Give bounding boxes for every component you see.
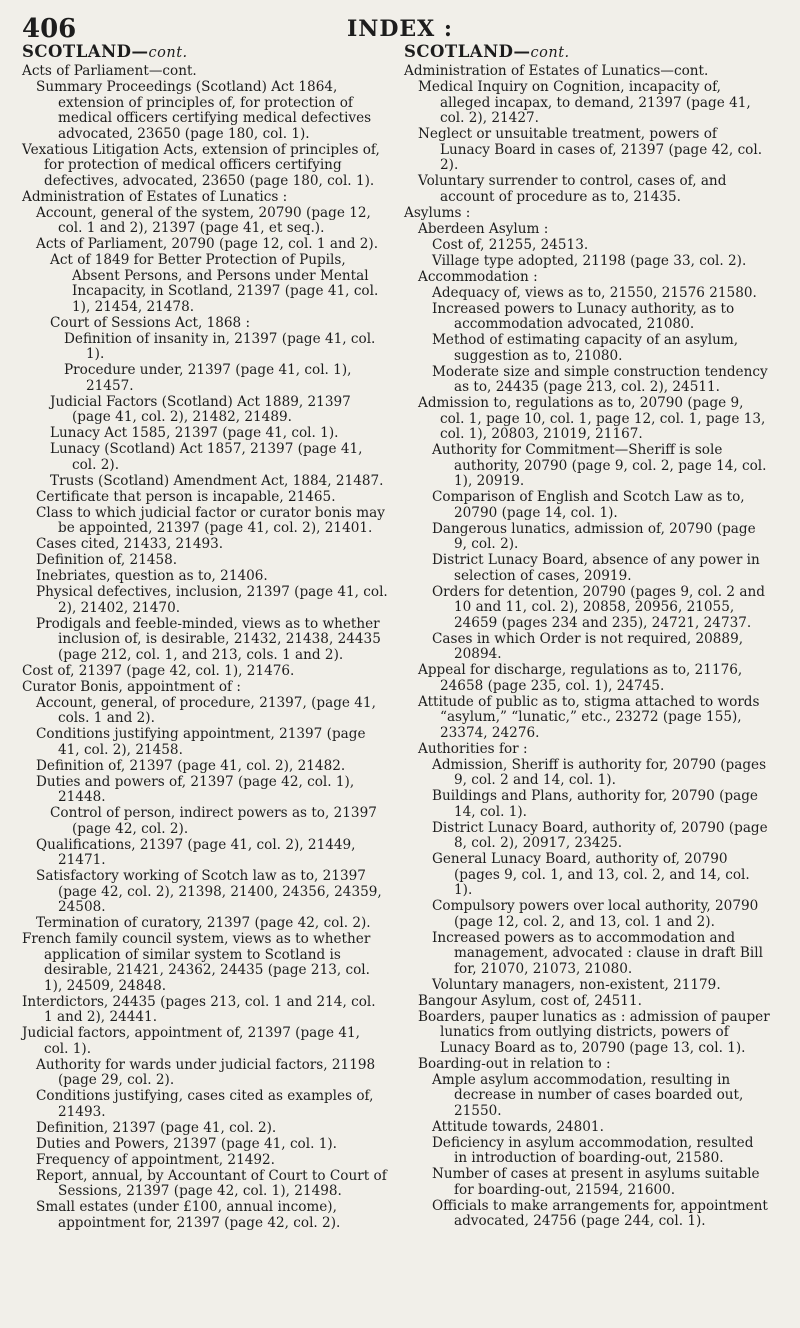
index-entry: District Lunacy Board, absence of any power in selection of cases, 20919. xyxy=(432,552,760,584)
index-entry: Cases cited, 21433, 21493. xyxy=(36,536,224,552)
index-entry: Dangerous lunatics, admission of, 20790 (page 9, col. 2). xyxy=(432,520,756,552)
index-entry: Adequacy of, views as to, 21550, 21576 21580. xyxy=(432,284,757,301)
index-entry: Lunacy Act 1585, 21397 (page 41, col. 1). xyxy=(50,425,339,441)
index-entry: Administration of Estates of Lunatics : xyxy=(22,188,288,205)
index-entry: Ample asylum accommodation, resulting in decrease in number of cases boarded out, 21550. xyxy=(432,1071,744,1119)
index-entry: Physical defectives, inclusion, 21397 (page 41, col. 2), 21402, 21470. xyxy=(36,584,388,616)
index-entry: Number of cases at present in asylums suitable for boarding-out, 21594, 21600. xyxy=(432,1166,760,1198)
index-entry: Summary Proceedings (Scotland) Act 1864, extension of principles of, for protection of medical officers certifying medical defectives advocated, 23650 (page 180, col. 1). xyxy=(36,79,372,142)
index-entry: Conditions justifying appointment, 21397 (page 41, col. 2), 21458. xyxy=(36,726,366,758)
left-column-heading: SCOTLAND—cont. xyxy=(22,42,188,61)
index-entry: Definition of, 21458. xyxy=(36,552,178,568)
left-column xyxy=(22,42,388,1232)
index-entry: Compulsory powers over local authority, 20790 (page 12, col. 2, and 13, col. 1 and 2). xyxy=(432,898,759,930)
index-entry: Lunacy (Scotland) Act 1857, 21397 (page 41, col. 2). xyxy=(50,441,363,473)
index-entry: Boarding-out in relation to : xyxy=(418,1055,611,1072)
index-entry: Acts of Parliament—cont. xyxy=(22,63,197,79)
index-entry: Authorities for : xyxy=(418,740,528,757)
index-entry: Small estates (under £100, annual income), appointment for, 21397 (page 42, col. 2). xyxy=(36,1199,341,1231)
index-entry: Officials to make arrangements for, appointment advocated, 24756 (page 244, col. 1). xyxy=(432,1197,768,1229)
right-column xyxy=(404,42,770,1230)
index-entry: Certificate that person is incapable, 21465. xyxy=(36,488,336,505)
index-entry: Curator Bonis, appointment of : xyxy=(22,678,241,695)
index-entry: Boarders, pauper lunatics as : admission of pauper lunatics from outlying districts, powers of Lunacy Board as to, 20790 (page 13, col. 1). xyxy=(418,1008,770,1056)
index-entry: Bangour Asylum, cost of, 24511. xyxy=(418,992,642,1009)
index-entry: Deficiency in asylum accommodation, resulted in introduction of boarding-out, 21580. xyxy=(432,1134,754,1166)
index-entry: Medical Inquiry on Cognition, incapacity of, alleged incapax, to demand, 21397 (page 41, col. 2), 21427. xyxy=(418,79,751,126)
index-entry: Definition, 21397 (page 41, col. 2). xyxy=(36,1119,277,1136)
index-entry: Judicial Factors (Scotland) Act 1889, 21397 (page 41, col. 2), 21482, 21489. xyxy=(50,393,351,425)
index-entry: Acts of Parliament, 20790 (page 12, col. 1 and 2). xyxy=(36,236,379,252)
index-entry: Comparison of English and Scotch Law as to, 20790 (page 14, col. 1). xyxy=(432,489,745,521)
index-entry: Accommodation : xyxy=(418,268,538,285)
right-entries xyxy=(404,64,770,1230)
index-entry: Termination of curatory, 21397 (page 42, col. 2). xyxy=(36,915,371,931)
index-entry: Admission to, regulations as to, 20790 (page 9, col. 1, page 10, col. 1, page 12, col. 1, page 13, col. 1), 20803, 21019, 21167. xyxy=(418,395,766,442)
index-entry: Satisfactory working of Scotch law as to, 21397 (page 42, col. 2), 21398, 21400, 24356, 24359, 24508. xyxy=(36,868,382,915)
index-entry: Act of 1849 for Better Protection of Pupils, Absent Persons, and Persons under Mental Incapacity, in Scotland, 21397 (page 41, col. 1), 21454, 21478. xyxy=(50,252,379,315)
index-entry: Administration of Estates of Lunatics—cont. xyxy=(404,63,709,79)
index-entry: Qualifications, 21397 (page 41, col. 2), 21449, 21471. xyxy=(36,836,356,868)
index-entry: Cost of, 21255, 24513. xyxy=(432,236,589,253)
index-entry: Authority for wards under judicial factors, 21198 (page 29, col. 2). xyxy=(36,1056,376,1088)
index-entry: Account, general of the system, 20790 (page 12, col. 1 and 2), 21397 (page 41, et seq.). xyxy=(36,204,371,236)
index-entry: Class to which judicial factor or curator bonis may be appointed, 21397 (page 41, col. 2), 21401. xyxy=(36,504,385,536)
index-entry: Method of estimating capacity of an asylum, suggestion as to, 21080. xyxy=(432,332,739,364)
index-entry: District Lunacy Board, authority of, 20790 (page 8, col. 2), 20917, 23425. xyxy=(432,819,768,851)
index-entry: Voluntary surrender to control, cases of, and account of procedure as to, 21435. xyxy=(418,173,727,205)
index-entry: General Lunacy Board, authority of, 20790 (pages 9, col. 1, and 13, col. 2, and 14, col. 1). xyxy=(432,851,750,898)
index-entry: Trusts (Scotland) Amendment Act, 1884, 21487. xyxy=(50,472,384,489)
index-entry: Moderate size and simple construction tendency as to, 24435 (page 213, col. 2), 24511. xyxy=(432,363,768,395)
index-entry: Judicial factors, appointment of, 21397 (page 41, col. 1). xyxy=(22,1025,360,1057)
index-entry: Admission, Sheriff is authority for, 20790 (pages 9, col. 2 and 14, col. 1). xyxy=(432,756,767,788)
index-entry: Buildings and Plans, authority for, 20790 (page 14, col. 1). xyxy=(432,788,758,820)
index-entry: Court of Sessions Act, 1868 : xyxy=(50,314,251,331)
index-entry: Asylums : xyxy=(404,204,471,221)
index-entry: Orders for detention, 20790 (pages 9, col. 2 and 10 and 11, col. 2), 20858, 20956, 21055, 24659 (pages 234 and 235), 24721, 24737. xyxy=(432,583,765,631)
index-entry: Cases in which Order is not required, 20889, 20894. xyxy=(432,630,744,662)
index-entry: French family council system, views as to whether application of similar system to Scotland is desirable, 21421, 24362, 24435 (page 213, col. 1), 24509, 24848. xyxy=(22,931,371,994)
index-entry: Increased powers to Lunacy authority, as to accommodation advocated, 21080. xyxy=(432,300,735,332)
index-entry: Definition of, 21397 (page 41, col. 2), 21482. xyxy=(36,757,346,774)
index-entry: Duties and powers of, 21397 (page 42, col. 1), 21448. xyxy=(36,773,355,805)
index-entry: Attitude of public as to, stigma attached to words “asylum,” “lunatic,” etc., 23272 (page 155), 23374, 24276. xyxy=(418,693,760,741)
index-entry: Cost of, 21397 (page 42, col. 1), 21476. xyxy=(22,662,295,679)
index-entry: Frequency of appointment, 21492. xyxy=(36,1151,275,1168)
index-entry: Account, general, of procedure, 21397, (page 41, cols. 1 and 2). xyxy=(36,694,376,726)
index-entry: Voluntary managers, non-existent, 21179. xyxy=(432,976,721,993)
index-entry: Increased powers as to accommodation and management, advocated : clause in draft Bill for, 21070, 21073, 21080. xyxy=(432,929,763,977)
index-entry: Aberdeen Asylum : xyxy=(418,220,549,237)
index-entry: Neglect or unsuitable treatment, powers of Lunacy Board in cases of, 21397 (page 42, col. 2). xyxy=(418,126,763,173)
index-entry: Appeal for discharge, regulations as to, 21176, 24658 (page 235, col. 1), 24745. xyxy=(418,662,743,694)
index-entry: Attitude towards, 24801. xyxy=(432,1118,604,1135)
index-entry: Village type adopted, 21198 (page 33, col. 2). xyxy=(432,252,747,269)
running-head: INDEX : xyxy=(346,16,454,42)
left-entries xyxy=(22,64,388,1231)
index-entry: Authority for Commitment—Sheriff is sole authority, 20790 (page 9, col. 2, page 14, col. 1), 20919. xyxy=(432,442,767,489)
index-entry: Conditions justifying, cases cited as examples of, 21493. xyxy=(36,1088,374,1120)
index-entry: Control of person, indirect powers as to, 21397 (page 42, col. 2). xyxy=(50,805,377,837)
index-entry: Vexatious Litigation Acts, extension of principles of, for protection of medical officers certifying defectives, advocated, 23650 (page 180, col. 1). xyxy=(22,141,380,189)
index-entry: Prodigals and feeble-minded, views as to whether inclusion of, is desirable, 21432, 21438, 24435 (page 212, col. 1, and 213, cols. 1 and 2). xyxy=(36,615,381,663)
index-entry: Procedure under, 21397 (page 41, col. 1), 21457. xyxy=(64,362,352,394)
index-entry: Inebriates, question as to, 21406. xyxy=(36,568,268,584)
index-entry: Duties and Powers, 21397 (page 41, col. 1). xyxy=(36,1135,338,1152)
index-entry: Interdictors, 24435 (pages 213, col. 1 and 214, col. 1 and 2), 24441. xyxy=(22,993,376,1025)
right-column-heading: SCOTLAND—cont. xyxy=(404,42,570,61)
page-number: 406 xyxy=(22,14,77,44)
index-entry: Report, annual, by Accountant of Court to Court of Sessions, 21397 (page 42, col. 1), 21498. xyxy=(36,1167,387,1199)
index-entry: Definition of insanity in, 21397 (page 41, col. 1). xyxy=(64,330,376,362)
